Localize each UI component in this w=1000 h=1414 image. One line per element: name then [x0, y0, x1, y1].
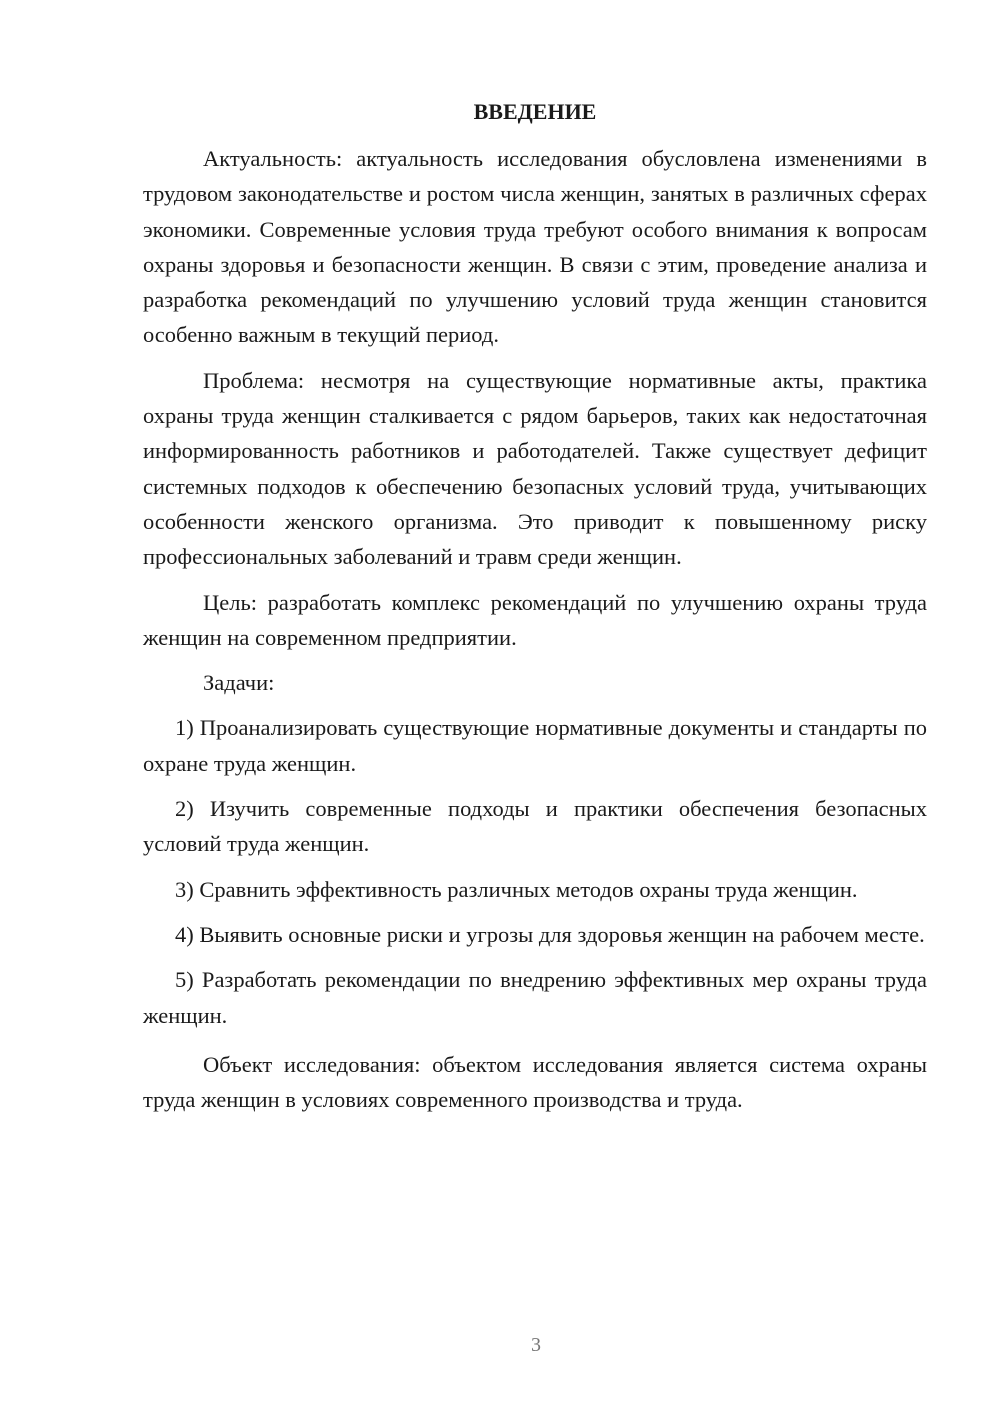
tasks-heading: Задачи: — [203, 670, 275, 696]
relevance-paragraph: Актуальность: актуальность исследования обусловлена изменениями в трудовом законодательстве и ростом числа женщин, занятых в различных сферах экономики. Современные условия труда требуют особого внимания к вопросам охраны здоровья и безопасности женщин. В связи с этим, проведение анализа и разработка рекомендаций по улучшению условий труда женщин становится особенно важным в текущий период. — [143, 146, 927, 348]
list-item: 2) Изучить современные подходы и практики обеспечения безопасных условий труда женщин. — [143, 796, 927, 857]
list-item: 3) Сравнить эффективность различных методов охраны труда женщин. — [175, 876, 858, 902]
tasks-list — [143, 710, 927, 1032]
section-title: ВВЕДЕНИЕ — [473, 99, 597, 124]
list-item: 5) Разработать рекомендации по внедрению эффективных мер охраны труда женщин. — [143, 967, 927, 1028]
list-item: 4) Выявить основные риски и угрозы для здоровья женщин на рабочем месте. — [175, 921, 925, 947]
goal-paragraph: Цель: разработать комплекс рекомендаций по улучшению охраны труда женщин на современном предприятии. — [143, 589, 927, 650]
page-number: 3 — [531, 1334, 541, 1356]
document-page — [143, 94, 927, 1127]
object-paragraph: Объект исследования: объектом исследования является система охраны труда женщин в условиях современного производства и труда. — [143, 1051, 927, 1113]
list-item: 1) Проанализировать существующие нормативные документы и стандарты по охране труда женщин. — [143, 715, 927, 776]
problem-paragraph: Проблема: несмотря на существующие нормативные акты, практика охраны труда женщин сталкивается с рядом барьеров, таких как недостаточная информированность работников и работодателей. Также существует дефицит системных подходов к обеспечению безопасных условий труда, учитывающих особенности женского организма. Это приводит к повышенному риску профессиональных заболеваний и травм среди женщин. — [143, 367, 927, 570]
